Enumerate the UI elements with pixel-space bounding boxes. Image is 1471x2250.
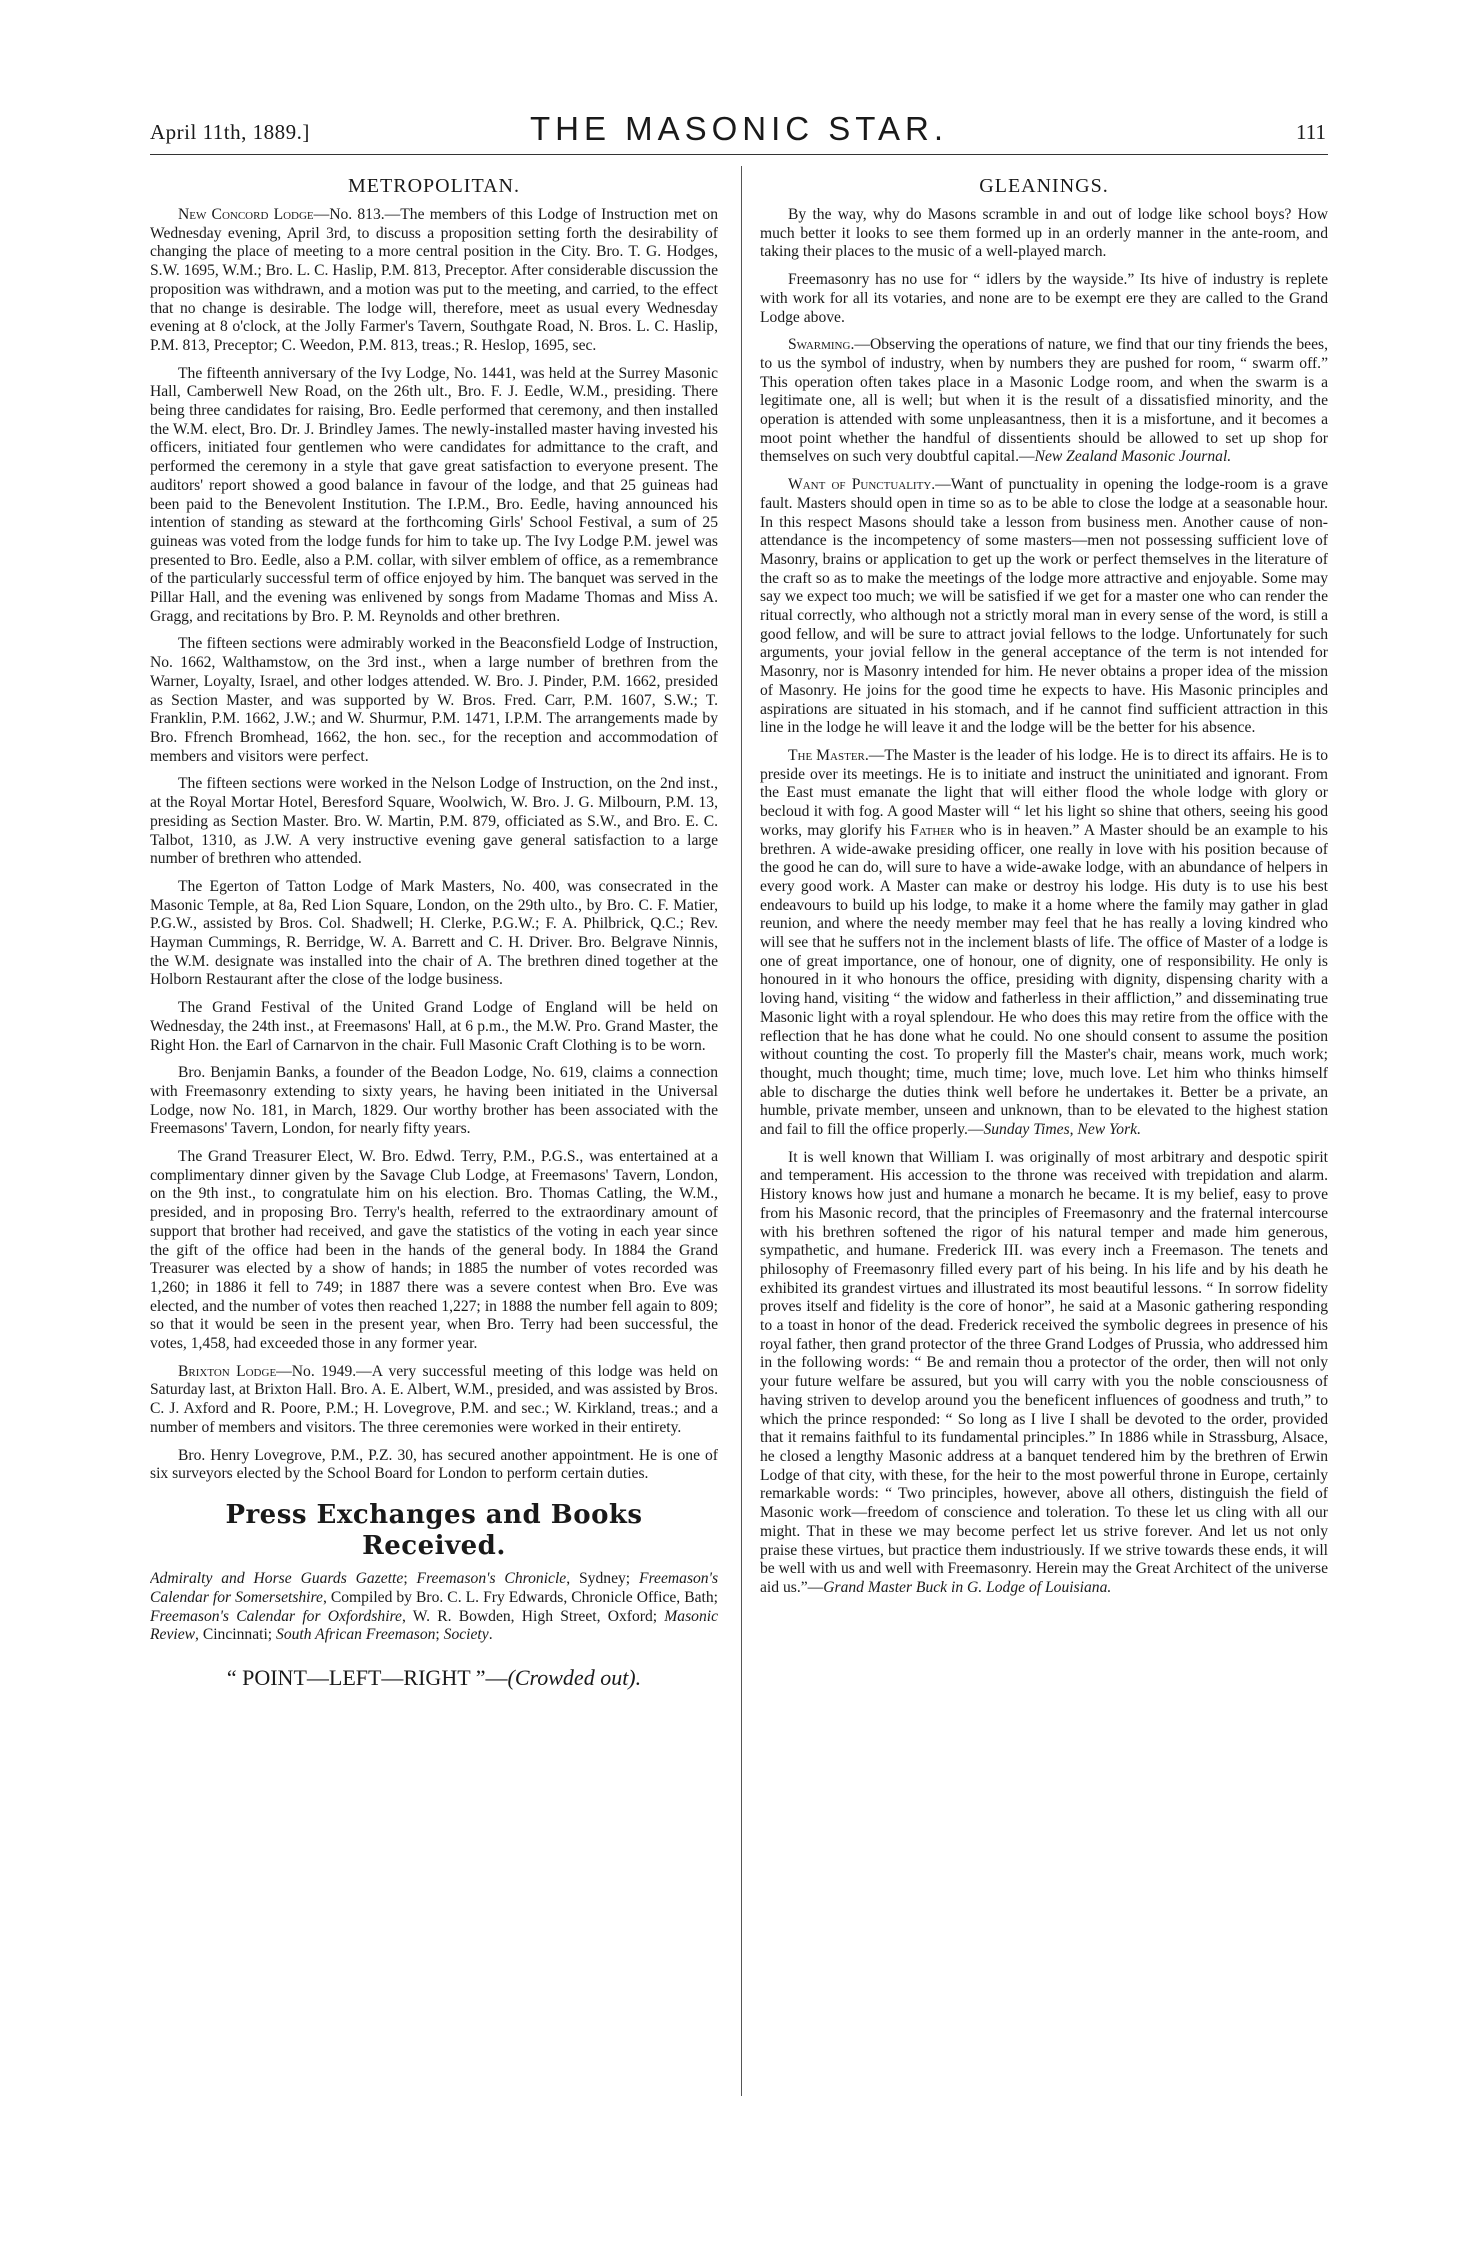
paragraph-text: .—Want of punctuality in opening the lodge-room is a grave fault. Masters should open in time so as to be able to close the lodge at a seasonable hour. In this respect Masons should take a lesson from business men. Another cause of non-attendance is the incompetency of some masters—men not possessing sufficient love of Masonry, brains or application to get up the work or perfect themselves in the literature of the craft so as to make the meetings of the lodge more attractive and enjoyable. Some may say we expect too much; we will be satisfied if we get for a master one who can render the ritual correctly, who although not a strictly moral man in every sense of the word, is still a good fellow, and will be sure to attract jovial fellows to the lodge. Unfortunately for such arguments, your jovial fellow in the general acceptance of the term is not intended for Masonry, nor is Masonry intended for him. He never obtains a proper idea of the mission of Masonry. He joins for the good time he expects to have. His Masonic principles and aspirations are situated in his stomach, and if he cannot find sufficient attraction in this line in the lodge he will leave it and the lodge will be the better for his absence. <box>760 476 1328 737</box>
section-title-gleanings: GLEANINGS. <box>979 175 1109 197</box>
source-citation: Sunday Times, New York. <box>983 1121 1141 1139</box>
publication-title: Society <box>443 1626 489 1644</box>
article-paragraph: The Grand Festival of the United Grand Lodge of England will be held on Wednesday, the 24th inst., at Freemasons' Hall, at 6 p.m., the M.W. Pro. Grand Master, the Right Hon. the Earl of Carnarvon in the chair. Full Masonic Craft Clothing is to be worn. <box>150 999 718 1054</box>
newspaper-page <box>150 110 1328 2190</box>
paragraph-text: who is in heaven.” A Master should be an example to his brethren. A wide-awake presiding officer, one really in love with his position because of the good he can do, will sure to have a wide-awake lodge, with an abundance of helpers in every good work. A Master can make or destroy his lodge. His duty is to use his best endeavours to build up his lodge, to make it a home where the family may gather in glad reunion, and where the needy member may feel that he has really a loving kindred who will see that he suffers not in the inclement blasts of life. The office of Master of a lodge is one of great importance, one of honour, one of dignity, one of responsibility. He only is honoured in it who honours the office, presiding with dignity, dispensing charity with a loving hand, visiting “ the widow and fatherless in their affliction,” and disseminating true Masonic light with a royal splendour. He who does this may retire from the office with the reflection that he has done what he could. No one should consent to assume the position without counting the cost. To properly fill the Master's chair, means work, much work; thought, much thought; time, much time; love, much love. Let him who thinks himself able to discharge the duties think well before he undertakes it. Better be a private, an humble, private member, unseen and unknown, than to be elevated to the highest station and fail to fill the office properly.— <box>760 821 1328 1139</box>
publication-detail: , W. R. Bowden, High Street, Oxford; <box>401 1607 665 1625</box>
press-exchanges-list <box>150 1570 718 1645</box>
gleaning-paragraph <box>760 747 1328 1140</box>
article-paragraph: The fifteen sections were admirably worked in the Beaconsfield Lodge of Instruction, No. 1662, Walthamstow, on the 3rd inst., when a large number of brethren from the Warner, Loyalty, Israel, and other lodges attended. W. Bro. J. Pinder, P.M. 1662, presided as Section Master, and was supported by W. Bros. Fred. Carr, P.M. 1607, S.W.; T. Franklin, P.M. 1662, J.W.; and W. Shurmur, P.M. 1471, I.P.M. The arrangements made by Bro. Ffrench Bromhead, 1662, the hon. sec., for the reception and accommodation of members and visitors were perfect. <box>150 635 718 765</box>
publication-title: Freemason's Chronicle <box>416 1570 567 1588</box>
masthead-title: THE MASONIC STAR. <box>529 110 949 147</box>
article-paragraph: The fifteenth anniversary of the Ivy Lodge, No. 1441, was held at the Surrey Masonic Hall, Camberwell New Road, on the 26th ult., Bro. F. J. Eedle, W.M., presiding. There being three candidates for raising, Bro. Eedle performed that ceremony, and then installed the W.M. elect, Bro. Dr. J. Brindley James. The newly-installed master having invested his officers, initiated four gentlemen who were candidates for admittance to the craft, and performed the ceremony in a style that gave great satisfaction to everyone present. The auditors' report showed a good balance in favour of the lodge, and that 25 guineas had been paid to the Benevolent Institution. The I.P.M., Bro. Eedle, having announced his intention of standing as steward at the forthcoming Girls' School Festival, a sum of 25 guineas was voted from the lodge funds for him to take up. The Ivy Lodge P.M. jewel was presented to Bro. Eedle, also a P.M. collar, with silver emblem of office, as a remembrance of the particularly successful term of office enjoyed by him. The banquet was served in the Pillar Hall, and the evening was enlivened by songs from Madame Thomas and Miss A. Gragg, and recitations by Bro. P. M. Reynolds and other brethren. <box>150 364 718 625</box>
crowded-out-notice <box>150 1665 718 1691</box>
publication-detail: , Sydney; <box>566 1570 640 1588</box>
page-header <box>150 110 1328 154</box>
publication-title: Admiralty and Horse Guards Gazette <box>150 1570 404 1588</box>
publication-title: Freemason's Calendar for Somersetshire <box>150 1570 718 1607</box>
publication-detail: , Compiled by Bro. C. L. Fry Edwards, Chronicle Office, Bath; <box>322 1589 718 1607</box>
article-paragraph <box>150 206 718 356</box>
publication-title: Freemason's Calendar for Oxfordshire <box>150 1607 402 1625</box>
column-divider <box>741 166 742 2096</box>
right-column <box>760 166 1328 2176</box>
notice-note: (Crowded out). <box>507 1665 642 1691</box>
article-paragraph: Bro. Henry Lovegrove, P.M., P.Z. 30, has secured another appointment. He is one of six surveyors elected by the School Board for London to perform certain duties. <box>150 1446 718 1483</box>
paragraph-text: —No. 1949.—A very successful meeting of this lodge was held on Saturday last, at Brixton Hall. Bro. A. E. Albert, W.M., presided, and was assisted by Bros. C. J. Axford and R. Poore, P.M.; H. Lovegrove, P.M. and sec.; W. Kirkland, treas.; and a number of members and visitors. The three ceremonies were worked in their entirety. <box>150 1362 718 1436</box>
article-paragraph <box>150 1363 718 1438</box>
publication-title: South African Freemason <box>276 1626 436 1644</box>
separator: ; <box>435 1626 444 1644</box>
paragraph-text: —No. 813.—The members of this Lodge of Instruction met on Wednesday evening, April 3rd, to discuss a proposition setting forth the desirability of changing the place of meeting to a more central position in the City. Bro. T. G. Hodges, S.W. 1695, W.M.; Bro. L. C. Haslip, P.M. 813, Preceptor. After considerable discussion the proposition was withdrawn, and a motion was put to the meeting, and carried, to the effect that no change is desirable. The lodge will, therefore, meet as usual every Wednesday evening at 8 o'clock, at the Jolly Farmer's Tavern, Southgate Road, N. Bros. L. C. Haslip, P.M. 813, Preceptor; C. Weedon, P.M. 813, treas.; R. Heslop, 1695, sec. <box>150 206 718 354</box>
article-paragraph: The Egerton of Tatton Lodge of Mark Masters, No. 400, was consecrated in the Masonic Temple, at 8a, Red Lion Square, London, on the 29th ulto., by Bro. C. F. Matier, P.G.W., assisted by Bros. Col. Shadwell; H. Clerke, P.G.W.; F. A. Philbrick, Q.C.; Rev. Hayman Cummings, R. Berridge, W. A. Barrett and C. H. Driver. Bro. Belgrave Ninnis, the W.M. designate was installed into the chair of A. The brethren dined together at the Holborn Restaurant after the close of the lodge business. <box>150 877 718 989</box>
header-rule <box>150 154 1328 155</box>
gleaning-paragraph <box>760 336 1328 467</box>
publication-detail: , Cincinnati; <box>195 1626 277 1644</box>
left-column <box>150 166 718 2176</box>
article-paragraph: The fifteen sections were worked in the Nelson Lodge of Instruction, on the 2nd inst., at the Royal Mortar Hotel, Beresford Square, Woolwich, W. Bro. J. G. Milbourn, P.M. 13, presiding as Section Master. Bro. W. Martin, P.M. 879, officiated as S.W., and Bro. E. C. Talbot, 1310, as J.W. A very instructive evening gave general satisfaction to a large number of brethren who attended. <box>150 775 718 868</box>
gleaning-paragraph <box>760 476 1328 738</box>
emphasis-word: Father <box>910 821 955 839</box>
page-number: 111 <box>1296 120 1326 144</box>
source-citation: Grand Master Buck in G. Lodge of Louisiana. <box>823 1578 1112 1596</box>
source-citation: New Zealand Masonic Journal. <box>1034 448 1232 466</box>
paragraph-text: It is well known that William I. was originally of most arbitrary and despotic spirit and temperament. His accession to the throne was received with trepidation and alarm. History knows how just and humane a monarch he became. It is my belief, easy to prove from his Masonic record, that the principles of Freemasonry and the fraternal intercourse with his brethren softened the rigor of his natural temper and made him generous, sympathetic, and humane. Frederick III. was every inch a Freemason. The tenets and philosophy of Freemasonry filled every part of his being. In his life and by his death he exhibited its grandest virtues and illustrated its most beautiful lessons. “ In sorrow fidelity proves itself and fidelity is the core of honor”, he said at a Masonic gathering responding to a toast in honor of the dead. Frederick received the symbolic degrees in presence of his royal father, then grand protector of the three Grand Lodges of Prussia, who addressed him in the following words: “ Be and remain thou a protector of the order, then will not only your future welfare be assured, but you will carry with you the noble consciousness of having striven to develop around you the beneficent influences of goodness and truth,” to which the prince responded: “ So long as I live I shall be devoted to the order, provided that it remains faithful to its fundamental principles.” In 1886 while in Strassburg, Alsace, he closed a lengthy Masonic address at a banquet tendered him by the brethren of Erwin Lodge of that city, with these, for the heir to the most powerful throne in Europe, certainly remarkable words: “ Two principles, however, above all others, distinguish the field of Masonic work—freedom of conscience and toleration. To these let us cling with all our might. That in these we may become perfect let us strive forever. And let us not only praise these virtues, but practice them industriously. If we strive towards these ends, it will be well with us and well with Freemasonry. Herein may the Great Architect of the universe aid us.”— <box>760 1148 1328 1596</box>
paragraph-text: .—Observing the operations of nature, we find that our tiny friends the bees, to us the symbol of industry, when by numbers they are pushed for room, “ swarm off.” This operation often takes place in a Masonic Lodge room, and when the swarm is a legitimate one, all is well; but when it is the result of a dissatisfied minority, and the operation is attended with some unpleasantness, then it is a misfortune, and it becomes a moot point whether the handful of dissentients should be allowed to set up shop for themselves on such very doubtful capital.— <box>760 336 1328 466</box>
gleaning-paragraph <box>760 1149 1328 1598</box>
notice-title: “ POINT—LEFT—RIGHT ”— <box>226 1665 508 1691</box>
paragraph-text: .—The Master is the leader of his lodge. He is to direct its affairs. He is to preside over its meetings. He is to initiate and instruct the uninitiated and ignorant. From the East must emanate the light that will either flood the whole lodge with glory or becloud it with fog. A good Master will “ let his light so shine that others, seeing his good works, may glorify his <box>760 746 1328 839</box>
gleaning-lead: Swarming <box>788 336 851 354</box>
gleaning-paragraph: Freemasonry has no use for “ idlers by the wayside.” Its hive of industry is replete with work for all its votaries, and none are to be exempt ere they are called to the Grand Lodge above. <box>760 271 1328 326</box>
gleaning-lead: Want of Punctuality <box>788 476 932 494</box>
separator: . <box>488 1626 493 1644</box>
lodge-name: Brixton Lodge <box>178 1362 277 1380</box>
separator: ; <box>403 1570 417 1588</box>
gleaning-paragraph: By the way, why do Masons scramble in and out of lodge like school boys? How much better it looks to see them formed up in an orderly manner in the ante-room, and taking their places to the music of a well-played march. <box>760 206 1328 261</box>
lodge-name: New Concord Lodge <box>178 206 314 223</box>
gleaning-lead: The Master <box>788 746 865 764</box>
press-exchanges-heading: Press Exchanges and Books Received. <box>225 1500 643 1562</box>
article-paragraph: The Grand Treasurer Elect, W. Bro. Edwd. Terry, P.M., P.G.S., was entertained at a complimentary dinner given by the Savage Club Lodge, at Freemasons' Tavern, London, on the 9th inst., to congratulate him on his election. Bro. Thomas Catling, the W.M., presided, and in proposing Bro. Terry's health, referred to the extraordinary amount of support that brother had received, and gave the statistics of the voting in each year since the gift of the office had been in the hands of the general body. In 1884 the Grand Treasurer was elected by a show of hands; in 1885 the number of votes recorded was 1,260; in 1886 it fell to 749; in 1887 there was a severe contest when Bro. Eve was elected, and the number of votes then reached 1,227; in 1888 the number fell again to 809; so that it would be seen in the present year, when Bro. Terry had been successful, the votes, 1,458, had exceeded those in any former year. <box>150 1148 718 1353</box>
issue-date: April 11th, 1889.] <box>150 120 310 144</box>
publication-title: Masonic Review <box>150 1607 718 1644</box>
section-title-metropolitan: METROPOLITAN. <box>348 175 520 197</box>
article-paragraph: Bro. Benjamin Banks, a founder of the Beadon Lodge, No. 619, claims a connection with Freemasonry extending to sixty years, he having been initiated in the Universal Lodge, now No. 181, in March, 1829. Our worthy brother has been associated with the Freemasons' Tavern, London, for nearly fifty years. <box>150 1064 718 1138</box>
